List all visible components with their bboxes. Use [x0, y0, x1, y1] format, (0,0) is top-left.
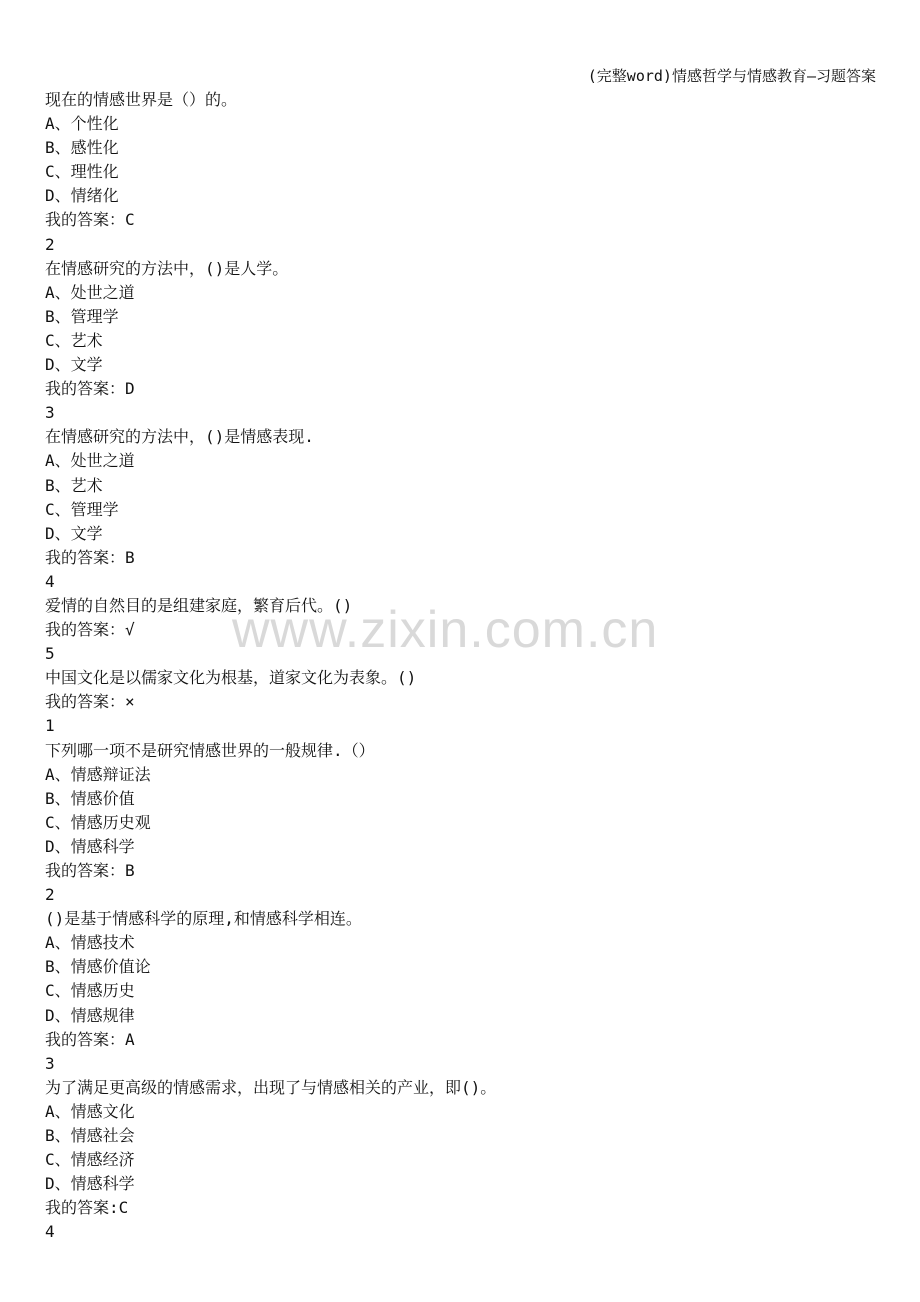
text-line: A、情感辩证法	[45, 764, 151, 784]
text-line: D、情感科学	[45, 1174, 135, 1194]
text-line: B、情感价值论	[45, 957, 151, 977]
text-line: 4	[45, 1222, 55, 1242]
text-line: D、情绪化	[45, 186, 119, 206]
text-line: B、情感价值	[45, 788, 135, 808]
text-line: A、处世之道	[45, 282, 135, 302]
text-line: 我的答案：B	[45, 547, 135, 567]
text-line: A、个性化	[45, 114, 119, 134]
text-line: D、文学	[45, 523, 103, 543]
text-line: 下列哪一项不是研究情感世界的一般规律.（）	[45, 740, 375, 760]
text-line: 2	[45, 234, 55, 254]
text-line: 4	[45, 571, 55, 591]
text-line: A、情感文化	[45, 1101, 135, 1121]
text-line: D、情感科学	[45, 836, 135, 856]
text-line: ()是基于情感科学的原理,和情感科学相连。	[45, 909, 362, 929]
document-header: (完整word)情感哲学与情感教育—习题答案	[587, 67, 876, 85]
text-line: 在情感研究的方法中，()是情感表现.	[45, 427, 314, 447]
text-line: 爱情的自然目的是组建家庭，繁育后代。()	[45, 595, 353, 615]
text-line: 3	[45, 1053, 55, 1073]
text-line: 现在的情感世界是（）的。	[45, 90, 238, 109]
text-line: 我的答案:C	[45, 1198, 129, 1218]
text-line: 我的答案：√	[45, 620, 135, 640]
text-line: B、情感社会	[45, 1126, 135, 1146]
text-line: 我的答案：B	[45, 861, 135, 880]
text-line: B、艺术	[45, 475, 103, 495]
text-line: C、情感历史观	[45, 812, 151, 832]
text-line: 2	[45, 885, 55, 905]
text-line: B、管理学	[45, 306, 119, 326]
text-line: 在情感研究的方法中，()是人学。	[45, 258, 289, 278]
text-line: A、处世之道	[45, 451, 135, 471]
text-line: 中国文化是以儒家文化为根基，道家文化为表象。()	[45, 668, 417, 688]
text-line: C、理性化	[45, 162, 119, 182]
text-line: 3	[45, 403, 55, 423]
text-line: C、管理学	[45, 499, 119, 519]
text-line: 1	[45, 716, 55, 736]
text-line: C、艺术	[45, 330, 103, 350]
text-line: C、情感经济	[45, 1150, 135, 1170]
watermark: www.zixin.com.cn	[232, 601, 659, 659]
text-line: 我的答案：×	[45, 692, 135, 712]
text-line: B、感性化	[45, 138, 119, 158]
text-line: 为了满足更高级的情感需求，出现了与情感相关的产业，即()。	[45, 1077, 497, 1097]
text-line: 我的答案：C	[45, 210, 135, 230]
text-line: A、情感技术	[45, 933, 135, 953]
text-line: D、文学	[45, 355, 103, 375]
text-line: D、情感规律	[45, 1005, 135, 1025]
text-line: 5	[45, 644, 55, 664]
text-line: 我的答案：A	[45, 1029, 135, 1049]
document-body	[45, 88, 865, 1245]
text-line: 我的答案：D	[45, 379, 135, 399]
text-line: C、情感历史	[45, 981, 135, 1001]
